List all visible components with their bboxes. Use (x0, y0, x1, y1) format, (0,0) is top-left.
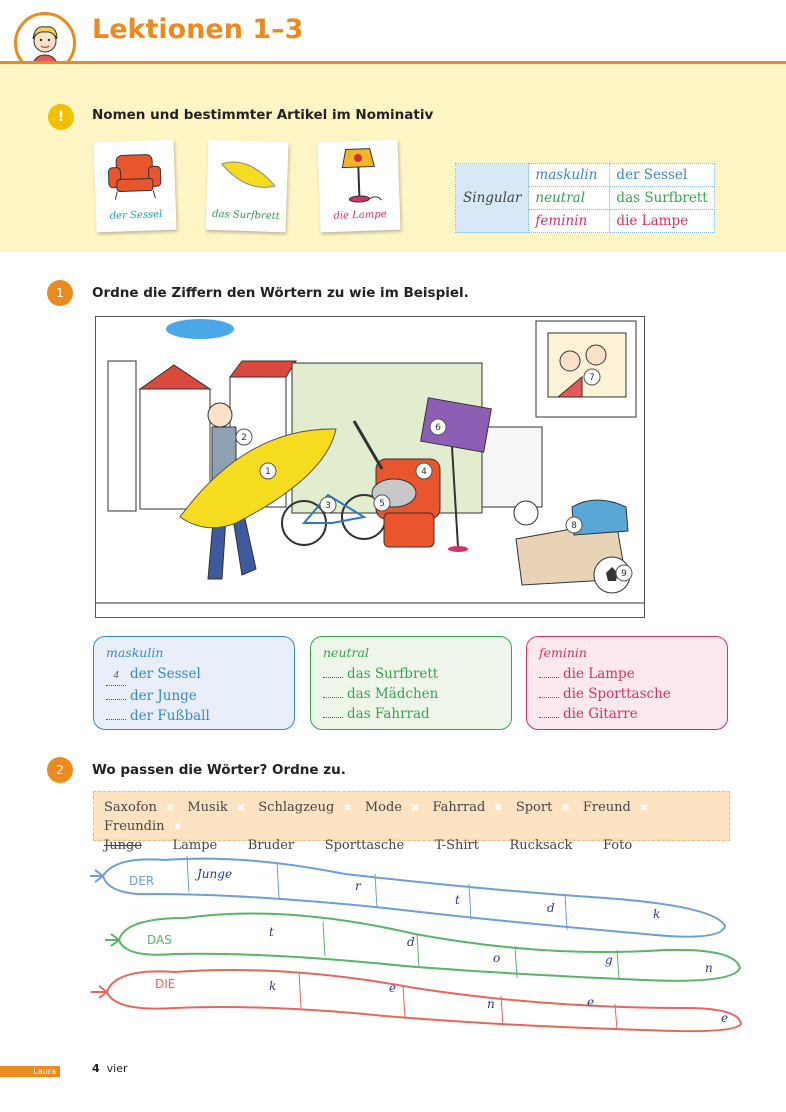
picture-number (260, 463, 276, 479)
box-header: maskulin (106, 645, 164, 660)
page-number-word: vier (106, 1062, 128, 1075)
svg-text:3: 3 (325, 501, 331, 511)
page-number (92, 1062, 128, 1075)
picture-number (566, 517, 582, 533)
gender-cell: neutral (529, 187, 610, 210)
armchair-icon (93, 140, 175, 213)
answer-blank[interactable] (323, 677, 343, 678)
word-line: Junge ✖ Lampe ✖ Bruder ✖ Sporttasche ✖ T-Shirt ✖ Rucksack ✖ Foto (104, 838, 633, 853)
street-illustration (95, 316, 645, 618)
answer-blank[interactable] (539, 697, 559, 698)
page-title: Lektionen 1–3 (92, 14, 304, 45)
snake-letter: o (493, 951, 501, 965)
word: Musik (187, 800, 228, 815)
card-surfbrett (205, 140, 288, 233)
word: Saxofon (104, 800, 157, 815)
picture-number (430, 419, 446, 435)
list-item (323, 704, 499, 724)
picture-number (374, 495, 390, 511)
list-item (539, 664, 715, 684)
word: Foto (602, 838, 633, 853)
word: Schlagzeug (258, 800, 335, 815)
snake-letter: t (455, 893, 460, 907)
snake-letter: e (721, 1011, 729, 1025)
answer-blank[interactable] (539, 677, 559, 678)
box-header: neutral (323, 645, 369, 660)
answer-blank[interactable] (539, 717, 559, 718)
gender-cell: maskulin (529, 164, 610, 187)
exercise-instruction: Ordne die Ziffern den Wörtern zu wie im Beispiel. (92, 285, 469, 301)
card-caption: der Sessel (109, 209, 163, 222)
page-number-digit: 4 (92, 1062, 100, 1075)
snake-letter: n (487, 997, 495, 1011)
word: Bruder (247, 838, 295, 853)
snake-letter: k (269, 979, 277, 993)
card-sessel (93, 140, 176, 233)
article-table (455, 163, 715, 233)
item-word: der Sessel (130, 666, 201, 682)
list-item (323, 664, 499, 684)
snake-letter: t (269, 925, 274, 939)
svg-text:1: 1 (265, 467, 271, 477)
snake-letter: d (547, 901, 555, 915)
snake-letter: e (389, 981, 397, 995)
svg-text:2: 2 (241, 433, 247, 443)
feminin-box (526, 636, 728, 730)
word: Freund (582, 800, 631, 815)
example-cell: die Lampe (610, 210, 715, 233)
word: Fahrrad (432, 800, 486, 815)
card-caption: die Lampe (333, 209, 387, 222)
card-lampe (317, 140, 400, 233)
svg-text:5: 5 (379, 499, 385, 509)
list-item (323, 684, 499, 704)
surfboard-icon (206, 140, 288, 213)
lamp-icon (317, 140, 399, 213)
picture-number (416, 463, 432, 479)
snake-label: DIE (155, 977, 176, 991)
svg-text:8: 8 (571, 521, 577, 531)
word-crossed: Junge (104, 838, 142, 853)
word: T-Shirt (434, 838, 479, 853)
item-word: die Lampe (563, 666, 635, 682)
info-icon: ! (48, 104, 74, 130)
word-line: Saxofon ✖ Musik ✖ Schlagzeug ✖ Mode ✖ Fahrrad ✖ Sport ✖ Freund ✖ Freundin ✖ (104, 800, 649, 834)
exercise-instruction: Wo passen die Wörter? Ordne zu. (92, 762, 346, 778)
item-word: die Gitarre (563, 706, 638, 722)
list-item (539, 684, 715, 704)
snake-puzzle (85, 848, 750, 1038)
answer-blank[interactable] (106, 719, 126, 720)
grammar-heading: Nomen und bestimmter Artikel im Nominativ (92, 107, 434, 123)
answer-blank[interactable] (323, 697, 343, 698)
item-word: der Junge (130, 688, 197, 704)
svg-text:6: 6 (435, 423, 441, 433)
word: Lampe (172, 838, 218, 853)
svg-text:4: 4 (421, 467, 427, 477)
example-cell: der Sessel (610, 164, 715, 187)
word: Sporttasche (324, 838, 405, 853)
picture-number (320, 497, 336, 513)
picture-number (584, 369, 600, 385)
word: Mode (364, 800, 402, 815)
list-item (106, 706, 282, 726)
svg-text:9: 9 (621, 569, 627, 579)
word: Rucksack (509, 838, 573, 853)
snake-letter: k (653, 907, 661, 921)
word: Sport (515, 800, 553, 815)
picture-number (236, 429, 252, 445)
snake-letter: g (605, 953, 613, 967)
exercise-number: 1 (47, 280, 73, 306)
item-word: das Mädchen (347, 686, 439, 702)
neutral-box (310, 636, 512, 730)
answer-blank[interactable] (323, 717, 343, 718)
snake-letter: d (407, 935, 415, 949)
snake-label: DER (129, 874, 155, 888)
item-word: die Sporttasche (563, 686, 671, 702)
item-word: das Surfbrett (347, 666, 439, 682)
snake-letter: Junge (197, 867, 233, 881)
example-cell: das Surfbrett (610, 187, 715, 210)
list-item (106, 686, 282, 706)
list-item (106, 664, 282, 686)
item-word: der Fußball (130, 708, 210, 724)
answer-blank[interactable] (106, 699, 126, 700)
picture-number (616, 565, 632, 581)
gender-cell: feminin (529, 210, 610, 233)
answer-blank[interactable]: 4 (106, 665, 126, 686)
snake-label: DAS (147, 933, 172, 947)
row-header: Singular (456, 164, 529, 233)
word-box (93, 791, 730, 853)
snake-letter: r (355, 879, 361, 893)
list-item (539, 704, 715, 724)
maskulin-box (93, 636, 295, 730)
card-caption: das Surfbrett (212, 208, 280, 223)
box-header: feminin (539, 645, 587, 660)
item-word: das Fahrrad (347, 706, 430, 722)
snake-letter: e (587, 995, 595, 1009)
exercise-number: 2 (47, 757, 73, 783)
svg-text:7: 7 (589, 373, 595, 383)
word: Freundin (104, 819, 165, 834)
snake-letter: n (705, 961, 713, 975)
footer-tab: Laura (0, 1066, 60, 1077)
